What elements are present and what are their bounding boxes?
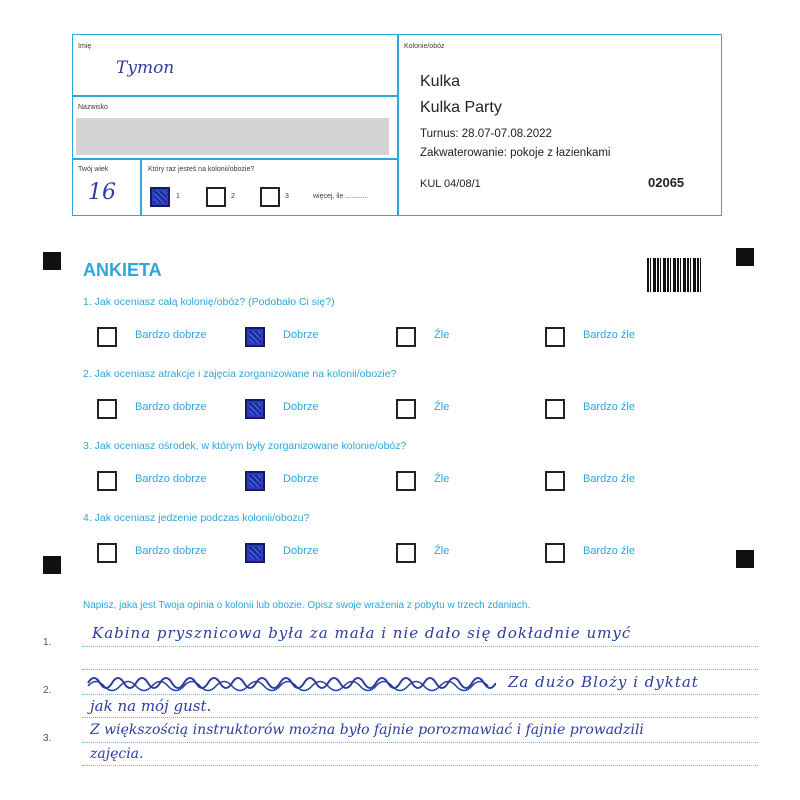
question-3-checkbox-2[interactable] (245, 471, 265, 491)
question-2-checkbox-2[interactable] (245, 399, 265, 419)
form-number: 02065 (648, 175, 685, 190)
question-3-option-2: Dobrze (283, 473, 319, 485)
question-2-checkbox-1[interactable] (97, 399, 117, 419)
camp-name: Kulka (420, 73, 461, 90)
times-more-label: więcej, ile ............ (313, 193, 369, 200)
last-name-label: Nazwisko (78, 104, 108, 111)
camp-name-2: Kulka Party (420, 99, 502, 116)
question-1-checkbox-3[interactable] (396, 327, 416, 347)
survey-title: ANKIETA (83, 260, 162, 280)
alignment-marker-tl (43, 252, 61, 270)
camp-label: Kolonie/obóz (404, 43, 445, 50)
answer-line-3b (82, 765, 758, 766)
question-1-checkbox-4[interactable] (545, 327, 565, 347)
question-2-checkbox-4[interactable] (545, 399, 565, 419)
question-1-option-1: Bardzo dobrze (135, 329, 207, 341)
question-4-option-2: Dobrze (283, 545, 319, 557)
question-1-option-4: Bardzo źle (583, 329, 635, 341)
line-number-1: 1. (43, 637, 52, 648)
question-2-option-1: Bardzo dobrze (135, 401, 207, 413)
alignment-marker-tr (736, 248, 754, 266)
answer-line-3a (82, 742, 758, 743)
times-option-2: 2 (231, 193, 235, 200)
age-value[interactable]: 16 (88, 180, 116, 205)
question-3-text: 3. Jak oceniasz ośrodek, w którym były zorganizowane kolonie/obóz? (83, 440, 407, 452)
answer-line-2b (82, 717, 758, 718)
question-4-option-1: Bardzo dobrze (135, 545, 207, 557)
accommodation: Zakwaterowanie: pokoje z łazienkami (420, 147, 611, 159)
question-1-checkbox-1[interactable] (97, 327, 117, 347)
question-4-option-3: Źle (434, 545, 450, 557)
question-4-checkbox-2[interactable] (245, 543, 265, 563)
answer-text-2b[interactable]: jak na mój gust. (90, 697, 212, 715)
opinion-prompt: Napisz, jaka jest Twoja opinia o kolonii lub obozie. Opisz swoje wrażenia z pobytu w trzech zdaniach. (83, 600, 531, 611)
question-3-option-3: Źle (434, 473, 450, 485)
answer-text-1[interactable]: Kabina prysznicowa była za mała i nie dało się dokładnie umyć (92, 624, 632, 642)
age-label: Twój wiek (78, 166, 109, 173)
times-checkbox-1[interactable] (150, 187, 170, 207)
question-4-option-4: Bardzo źle (583, 545, 635, 557)
question-1-checkbox-2[interactable] (245, 327, 265, 347)
times-label: Który raz jesteś na kolonii/obozie? (148, 166, 255, 173)
answer-text-3[interactable]: Z większością instruktorów można było fajnie porozmawiać i fajnie prowadzili (90, 722, 644, 738)
question-1-text: 1. Jak oceniasz całą kolonię/obóz? (Podobało Ci się?) (83, 296, 335, 308)
times-option-1: 1 (176, 193, 180, 200)
times-option-3: 3 (285, 193, 289, 200)
question-2-option-3: Źle (434, 401, 450, 413)
question-2-checkbox-3[interactable] (396, 399, 416, 419)
times-checkbox-2[interactable] (206, 187, 226, 207)
times-checkbox-3[interactable] (260, 187, 280, 207)
answer-text-2[interactable]: Za dużo Bloży i dyktat (508, 673, 699, 691)
turnus: Turnus: 28.07-07.08.2022 (420, 128, 552, 140)
camp-code: KUL 04/08/1 (420, 178, 481, 190)
alignment-marker-br (736, 550, 754, 568)
question-4-checkbox-3[interactable] (396, 543, 416, 563)
question-2-option-2: Dobrze (283, 401, 319, 413)
question-2-text: 2. Jak oceniasz atrakcje i zajęcia zorganizowane na kolonii/obozie? (83, 368, 397, 380)
question-3-checkbox-3[interactable] (396, 471, 416, 491)
header-divider (397, 34, 399, 216)
question-1-option-3: Źle (434, 329, 450, 341)
barcode (647, 258, 701, 292)
line-number-3: 3. (43, 733, 52, 744)
row-divider-2 (72, 158, 398, 160)
question-2-option-4: Bardzo źle (583, 401, 635, 413)
question-3-checkbox-1[interactable] (97, 471, 117, 491)
alignment-marker-bl (43, 556, 61, 574)
row-divider-1 (72, 95, 398, 97)
redacted-last-name (76, 118, 389, 155)
answer-line-1a (82, 646, 758, 647)
question-3-checkbox-4[interactable] (545, 471, 565, 491)
question-4-checkbox-4[interactable] (545, 543, 565, 563)
first-name-label: Imię (78, 43, 92, 50)
question-3-option-1: Bardzo dobrze (135, 473, 207, 485)
question-1-option-2: Dobrze (283, 329, 319, 341)
scribble-crossout (86, 672, 496, 694)
question-4-checkbox-1[interactable] (97, 543, 117, 563)
age-divider (140, 158, 142, 216)
question-4-text: 4. Jak oceniasz jedzenie podczas kolonii/obozu? (83, 512, 310, 524)
question-3-option-4: Bardzo źle (583, 473, 635, 485)
answer-line-2a (82, 694, 758, 695)
line-number-2: 2. (43, 685, 52, 696)
answer-line-1b (82, 669, 758, 670)
first-name-value[interactable]: Tymon (116, 58, 175, 78)
answer-text-3b[interactable]: zajęcia. (90, 746, 144, 762)
